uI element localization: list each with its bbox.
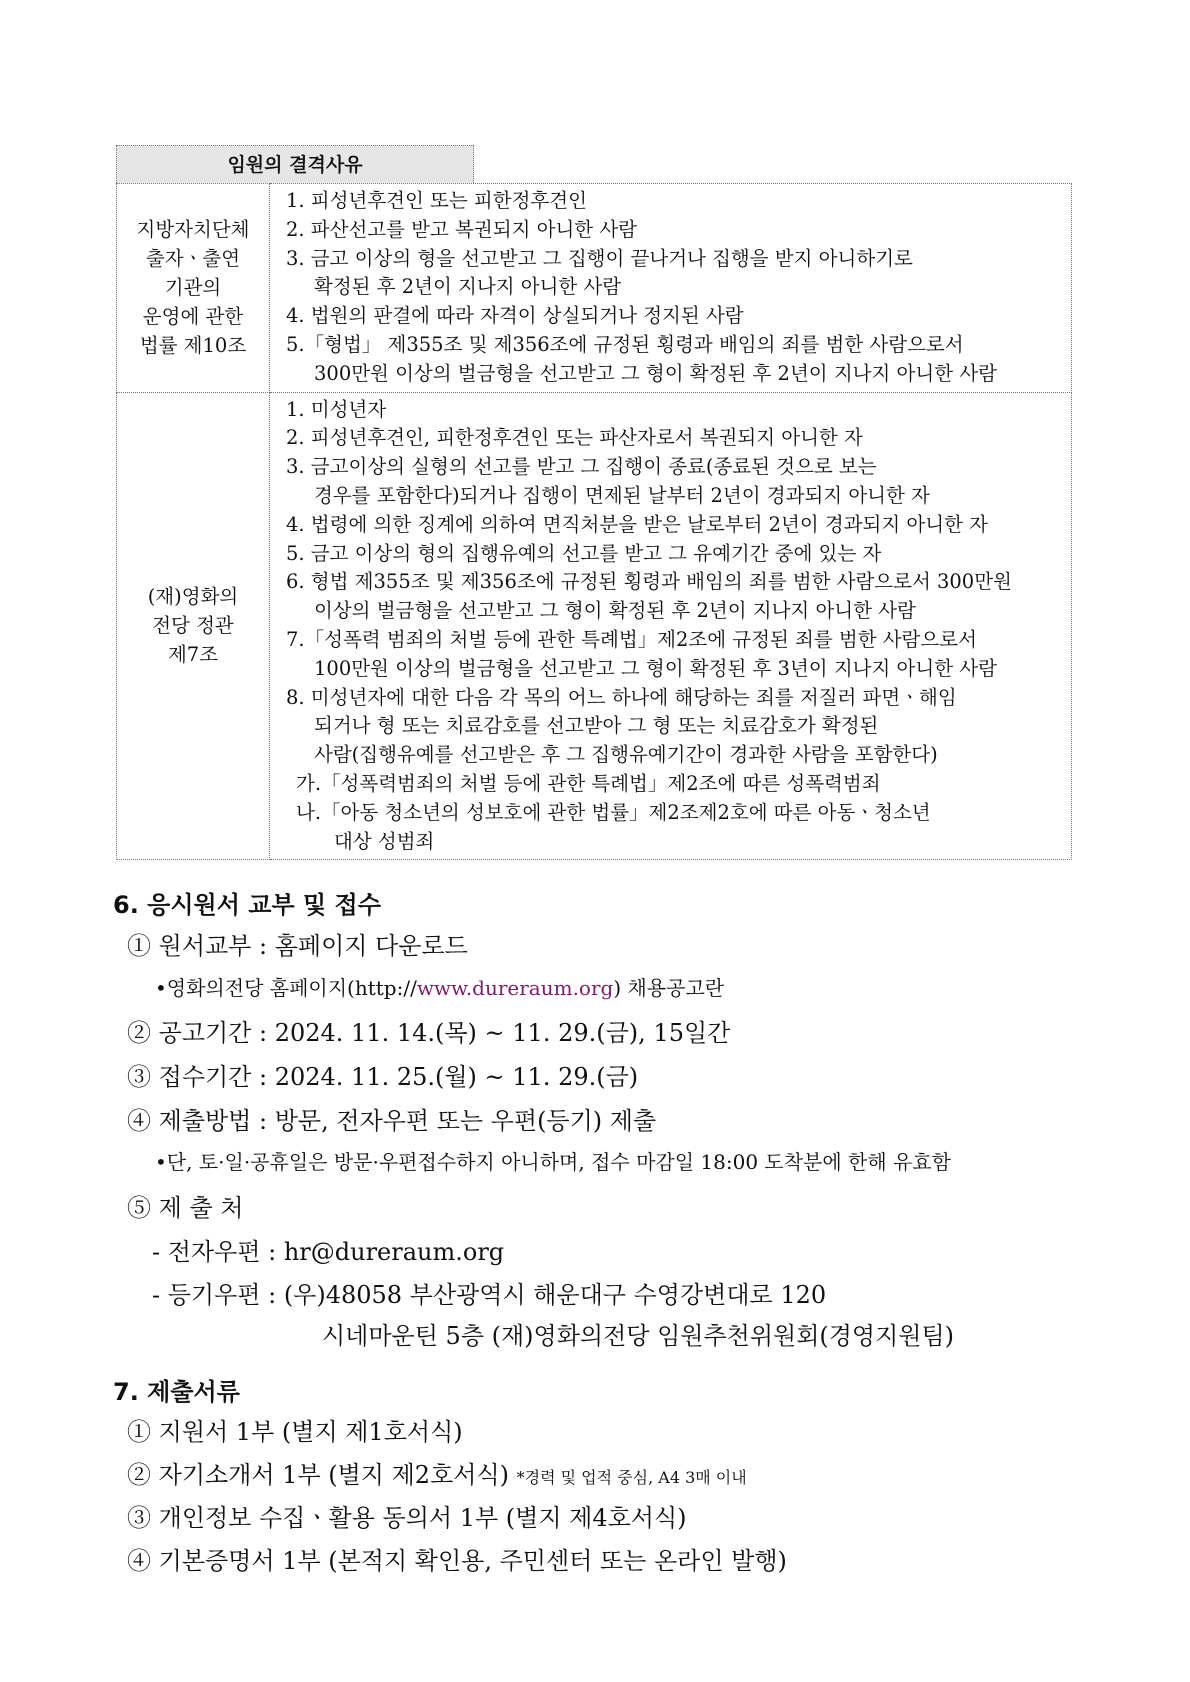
homepage-note-text: •영화의전당 홈페이지(http:// <box>155 976 417 1000</box>
postal-address: - 등기우편 : (우)48058 부산광역시 해운대구 수영강변대로 120 <box>152 1281 827 1309</box>
item-submission-method: ④ 제출방법 : 방문, 전자우편 또는 우편(등기) 제출 <box>127 1107 657 1135</box>
homepage-link[interactable]: www.dureraum.org <box>416 976 614 1000</box>
list-item: 경우를 포함한다)되거나 집행이 면제된 날부터 2년이 경과되지 아니한 자 <box>314 483 930 507</box>
doc-self-introduction-note: *경력 및 업적 중심, A4 3매 이내 <box>516 1468 747 1487</box>
list-item: 3. 금고이상의 실형의 선고를 받고 그 집행이 종료(종료된 것으로 보는 <box>286 455 877 479</box>
list-item: 4. 법원의 판결에 따라 자격이 상실되거나 정지된 사람 <box>286 304 744 328</box>
table-row <box>117 184 1072 393</box>
law-label-line: 지방자치단체 <box>136 218 250 242</box>
item-submission-place: ⑤ 제 출 처 <box>127 1194 244 1222</box>
list-item: 6. 형법 제355조 및 제356조에 규정된 횡령과 배임의 죄를 범한 사람으로서 300만원 <box>286 570 1012 594</box>
list-item: 2. 피성년후견인, 피한정후견인 또는 파산자로서 복권되지 아니한 자 <box>286 426 863 450</box>
law-label-line: 출자ㆍ출연 <box>145 247 241 271</box>
homepage-note <box>155 972 724 1001</box>
item-application-download: ① 원서교부 : 홈페이지 다운로드 <box>127 932 468 960</box>
list-item: 1. 미성년자 <box>286 397 387 421</box>
list-item: 5.「형법」 제355조 및 제356조에 규정된 횡령과 배임의 죄를 범한 사람으로서 <box>286 332 964 356</box>
item-reception-period: ③ 접수기간 : 2024. 11. 25.(월) ~ 11. 29.(금) <box>127 1063 639 1091</box>
law-label-line: 전당 정관 <box>152 614 234 638</box>
table-row <box>117 392 1072 860</box>
homepage-note-suffix: ) 채용공고란 <box>613 976 725 1000</box>
section-6-title: 6. 응시원서 교부 및 접수 <box>113 891 381 919</box>
doc-privacy-consent: ③ 개인정보 수집ㆍ활용 동의서 1부 (별지 제4호서식) <box>127 1504 687 1532</box>
list-item: 8. 미성년자에 대한 다음 각 목의 어느 하나에 해당하는 죄를 저질러 파면ㆍ해임 <box>286 685 957 709</box>
law-label-line: (재)영화의 <box>147 585 239 609</box>
list-item: 2. 파산선고를 받고 복권되지 아니한 사람 <box>286 217 637 241</box>
doc-basic-certificate: ④ 기본증명서 1부 (본적지 확인용, 주민센터 또는 온라인 발행) <box>127 1547 787 1575</box>
doc-application-form: ① 지원서 1부 (별지 제1호서식) <box>127 1418 463 1446</box>
list-item: 5. 금고 이상의 형의 집행유예의 선고를 받고 그 유예기간 중에 있는 자 <box>286 541 882 565</box>
list-item: 확정된 후 2년이 지나지 아니한 사람 <box>314 275 622 299</box>
list-item: 100만원 이상의 벌금형을 선고받고 그 형이 확정된 후 3년이 지나지 아니한 사람 <box>314 656 997 680</box>
email-address: - 전자우편 : hr@dureraum.org <box>152 1238 505 1266</box>
postal-address-line2: 시네마운틴 5층 (재)영화의전당 임원추천위원회(경영지원팀) <box>322 1322 955 1350</box>
list-item: 사람(집행유예를 선고받은 후 그 집행유예기간이 경과한 사람을 포함한다) <box>314 743 938 767</box>
table-header: 임원의 결격사유 <box>116 145 474 183</box>
doc-self-introduction <box>127 1455 747 1490</box>
list-item: 가.「성폭력범죄의 처벌 등에 관한 특례법」제2조에 따른 성폭력범죄 <box>296 771 881 795</box>
list-item: 나.「아동 청소년의 성보호에 관한 법률」제2조제2호에 따른 아동ㆍ청소년 <box>296 800 931 824</box>
item-notice-period: ② 공고기간 : 2024. 11. 14.(목) ~ 11. 29.(금), 15일간 <box>127 1019 731 1047</box>
submission-note: •단, 토·일·공휴일은 방문·우편접수하지 아니하며, 접수 마감일 18:00 도착분에 한해 유효함 <box>155 1150 951 1174</box>
list-item: 되거나 형 또는 치료감호를 선고받아 그 형 또는 치료감호가 확정된 <box>314 714 879 738</box>
list-item: 대상 성범죄 <box>334 829 435 853</box>
law-label <box>117 392 270 860</box>
law-label <box>117 184 270 393</box>
list-item: 7.「성폭력 범죄의 처벌 등에 관한 특례법」제2조에 규정된 죄를 범한 사람으로서 <box>286 627 977 651</box>
list-item: 4. 법령에 의한 징계에 의하여 면직처분을 받은 날로부터 2년이 경과되지 아니한 자 <box>286 512 988 536</box>
list-item: 이상의 벌금형을 선고받고 그 형이 확정된 후 2년이 지나지 아니한 사람 <box>314 599 916 623</box>
law-label-line: 법률 제10조 <box>139 334 247 358</box>
doc-self-introduction-text: ② 자기소개서 1부 (별지 제2호서식) <box>127 1461 509 1489</box>
law-label-line: 운영에 관한 <box>142 305 244 329</box>
section-7-title: 7. 제출서류 <box>113 1378 240 1406</box>
list-item: 3. 금고 이상의 형을 선고받고 그 집행이 끝나거나 집행을 받지 아니하기로 <box>286 246 913 270</box>
disqualification-list <box>270 184 1072 393</box>
disqualification-list <box>270 392 1072 860</box>
list-item: 300만원 이상의 벌금형을 선고받고 그 형이 확정된 후 2년이 지나지 아니한 사람 <box>314 361 997 385</box>
law-label-line: 제7조 <box>167 643 219 667</box>
law-label-line: 기관의 <box>164 276 222 300</box>
list-item: 1. 피성년후견인 또는 피한정후견인 <box>286 189 587 212</box>
disqualification-table <box>116 183 1072 860</box>
